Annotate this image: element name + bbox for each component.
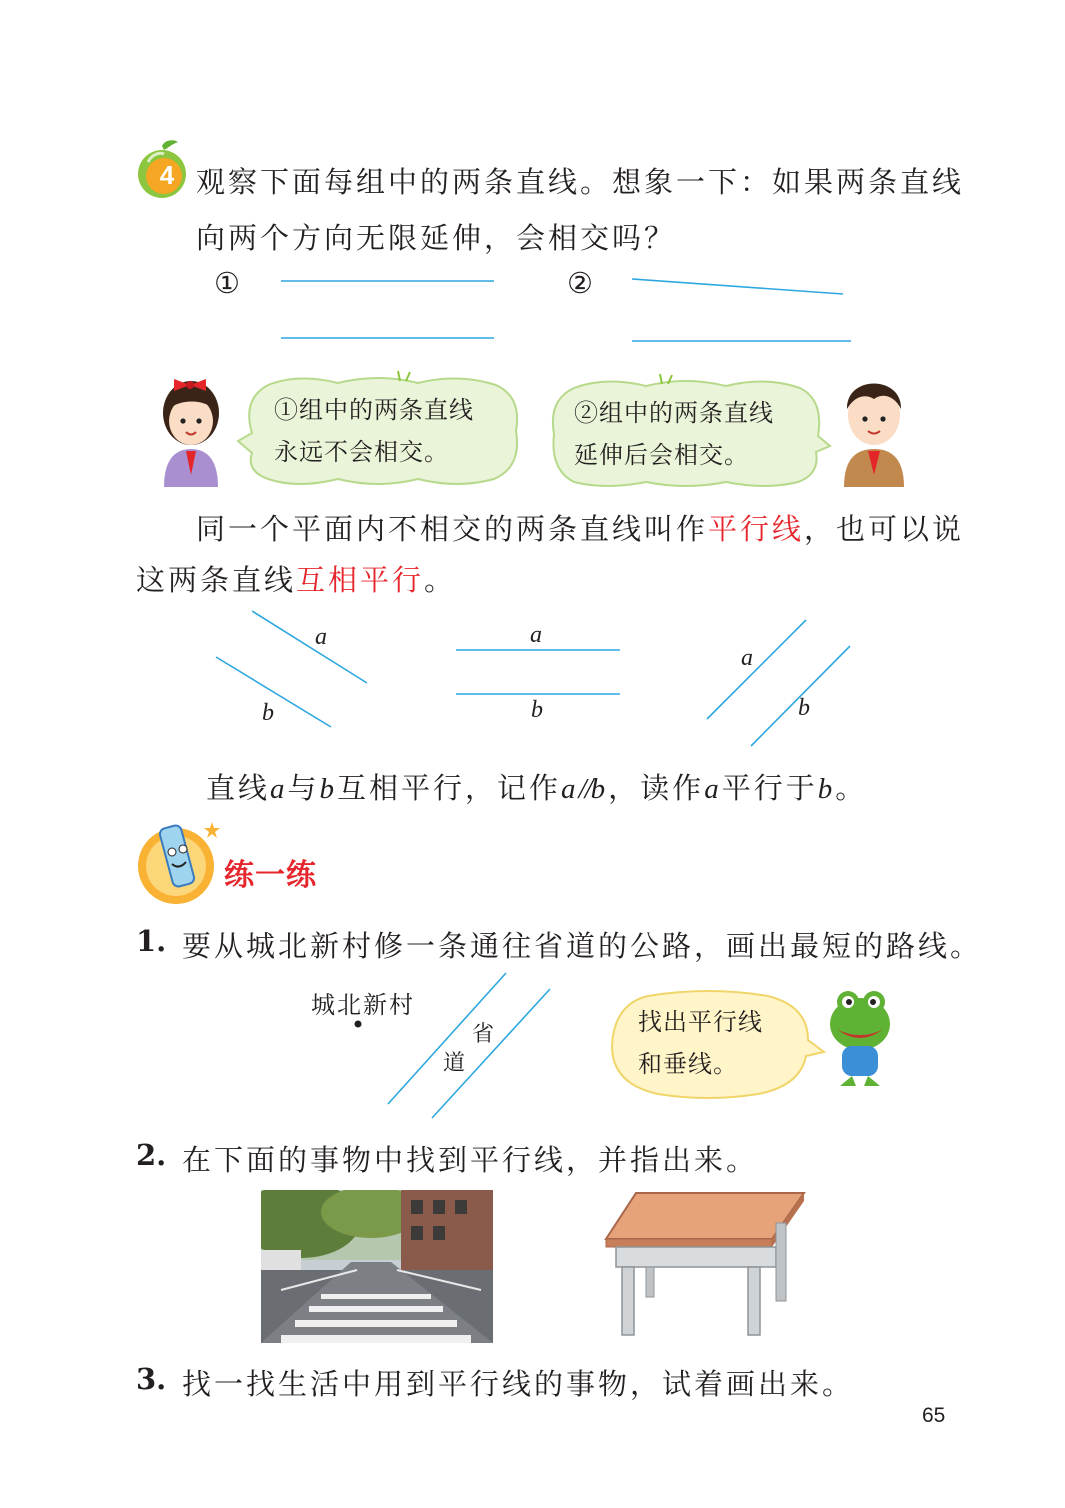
example3-label-a: a bbox=[741, 645, 753, 671]
notation-a-2: a bbox=[561, 773, 579, 805]
term-parallel-lines: 平行线 bbox=[708, 512, 805, 546]
problem-number: 4 bbox=[159, 160, 175, 190]
example3-label-b: b bbox=[798, 695, 810, 721]
q2-text: 在下面的事物中找到平行线，并指出来。 bbox=[182, 1143, 759, 1177]
group2-label: ② bbox=[567, 266, 596, 300]
notation-b-3: b bbox=[817, 773, 836, 805]
street-crosswalk-photo bbox=[261, 1190, 493, 1343]
frog-bubble-line2: 和垂线。 bbox=[638, 1050, 738, 1078]
page-number: 65 bbox=[922, 1404, 946, 1427]
example1-label-b: b bbox=[262, 700, 274, 726]
girl-bubble-line1: ①组中的两条直线 bbox=[274, 396, 474, 424]
q2-number: 2. bbox=[136, 1138, 167, 1172]
problem4-line1: 观察下面每组中的两条直线。想象一下：如果两条直线 bbox=[196, 165, 965, 199]
notation-text-5: 平行于 bbox=[721, 771, 818, 805]
q3-number: 3. bbox=[136, 1362, 167, 1396]
definition-part3: 这两条直线 bbox=[136, 563, 297, 597]
frog-bubble-line1: 找出平行线 bbox=[638, 1008, 763, 1036]
problem4-line2: 向两个方向无限延伸，会相交吗？ bbox=[196, 221, 677, 255]
road-label-dao: 道 bbox=[443, 1051, 466, 1076]
example1-label-a: a bbox=[315, 624, 327, 650]
q1-number: 1. bbox=[136, 924, 167, 958]
notation-b-1: b bbox=[319, 773, 338, 805]
frog-mascot bbox=[822, 988, 898, 1094]
table-illustration bbox=[606, 1193, 804, 1338]
example2-label-b: b bbox=[531, 697, 543, 723]
notation-text-3: 互相平行，记作 bbox=[337, 771, 562, 805]
group1-label: ① bbox=[214, 266, 243, 300]
village-label: 城北新村 bbox=[311, 991, 415, 1019]
term-mutually-parallel: 互相平行 bbox=[296, 563, 425, 597]
parallel-symbol: // bbox=[578, 773, 591, 805]
q3-text: 找一找生活中用到平行线的事物，试着画出来。 bbox=[182, 1367, 855, 1401]
notation-text-4: ，读作 bbox=[608, 771, 705, 805]
definition-part4: 。 bbox=[424, 563, 457, 597]
boy-bubble-line2: 延伸后会相交。 bbox=[574, 441, 749, 469]
notation-text-2: 与 bbox=[287, 771, 320, 805]
boy-bubble-line1: ②组中的两条直线 bbox=[574, 399, 774, 427]
notation-text-6: 。 bbox=[835, 771, 868, 805]
notation-text-1: 直线 bbox=[206, 771, 271, 805]
practice-title: 练一练 bbox=[224, 858, 317, 893]
road-label-sheng: 省 bbox=[472, 1022, 495, 1047]
notation-a-3: a bbox=[704, 773, 722, 805]
village-point bbox=[355, 1021, 362, 1028]
definition-part2: ，也可以说 bbox=[804, 512, 965, 546]
definition-part1: 同一个平面内不相交的两条直线叫作 bbox=[196, 512, 709, 546]
example2-label-a: a bbox=[530, 622, 542, 648]
notation-b-2: b bbox=[590, 773, 609, 805]
notation-a-1: a bbox=[270, 773, 288, 805]
girl-bubble-line2: 永远不会相交。 bbox=[274, 438, 449, 466]
q1-text: 要从城北新村修一条通往省道的公路，画出最短的路线。 bbox=[182, 929, 983, 963]
